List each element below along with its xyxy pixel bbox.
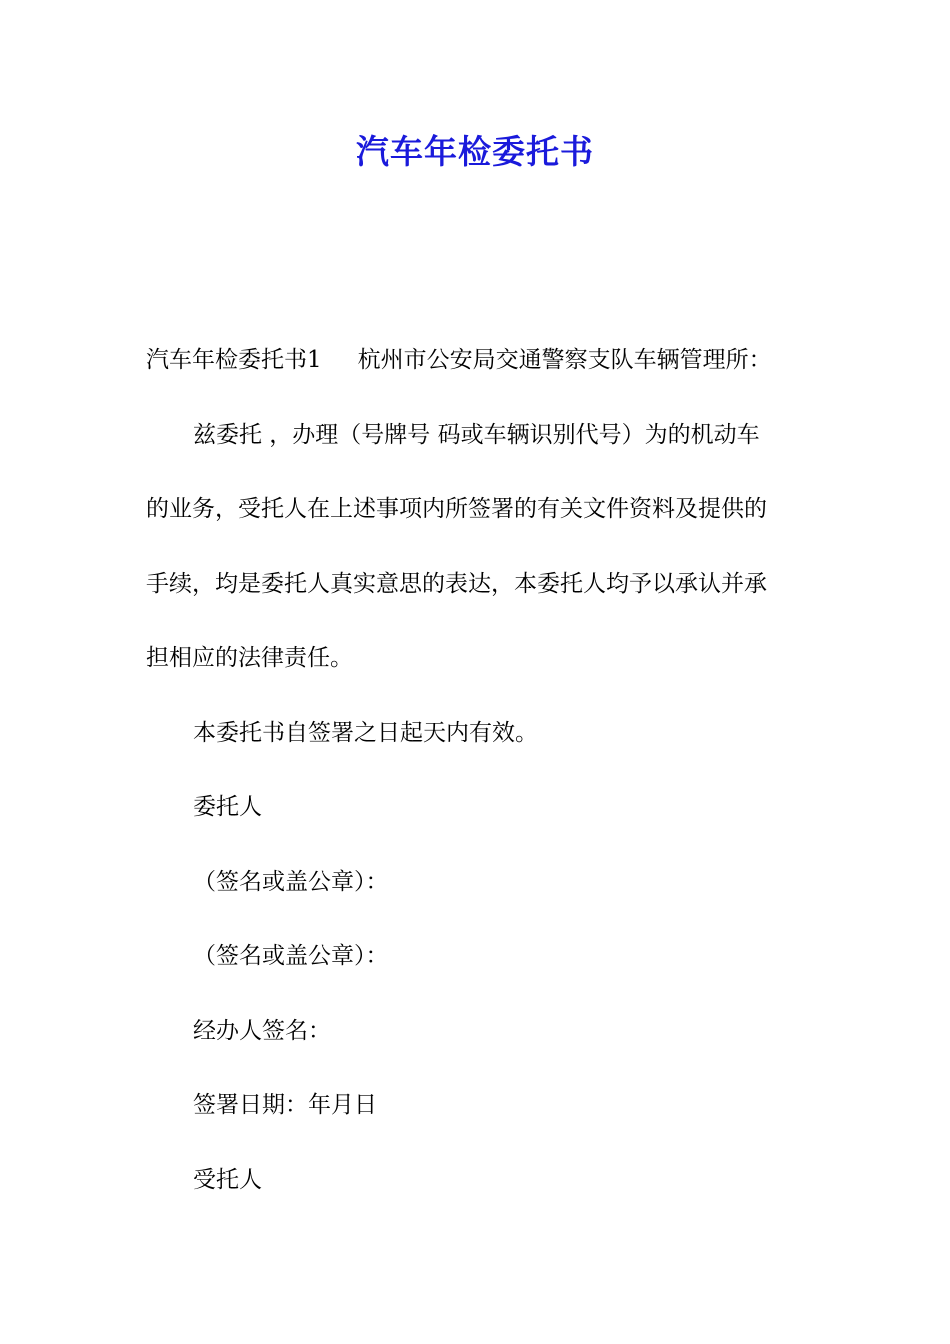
validity-line: 本委托书自签署之日起天内有效。 (193, 720, 538, 746)
heading-line (146, 342, 772, 378)
sign-date-line: 签署日期：年月日 (193, 1092, 377, 1118)
paragraph-line-4: 担相应的法律责任。 (146, 645, 353, 671)
addressee: 杭州市公安局交通警察支队车辆管理所： (357, 347, 772, 373)
paragraph-line-3: 手续，均是委托人真实意思的表达，本委托人均予以承认并承 (146, 571, 767, 597)
signature-line-1: （签名或盖公章）： (193, 869, 389, 895)
heading-prefix: 汽车年检委托书1 (146, 347, 322, 373)
document-title: 汽车年检委托书 (356, 132, 594, 171)
signature-line-2: （签名或盖公章）： (193, 943, 389, 969)
handler-signature-line: 经办人签名： (193, 1018, 331, 1044)
paragraph-line-1: 兹委托 ，办理（号牌号 码或车辆识别代号）为的机动车 (193, 422, 760, 448)
paragraph-line-2: 的业务，受托人在上述事项内所签署的有关文件资料及提供的 (146, 496, 767, 522)
agent-label: 受托人 (193, 1167, 262, 1193)
principal-label: 委托人 (193, 794, 262, 820)
